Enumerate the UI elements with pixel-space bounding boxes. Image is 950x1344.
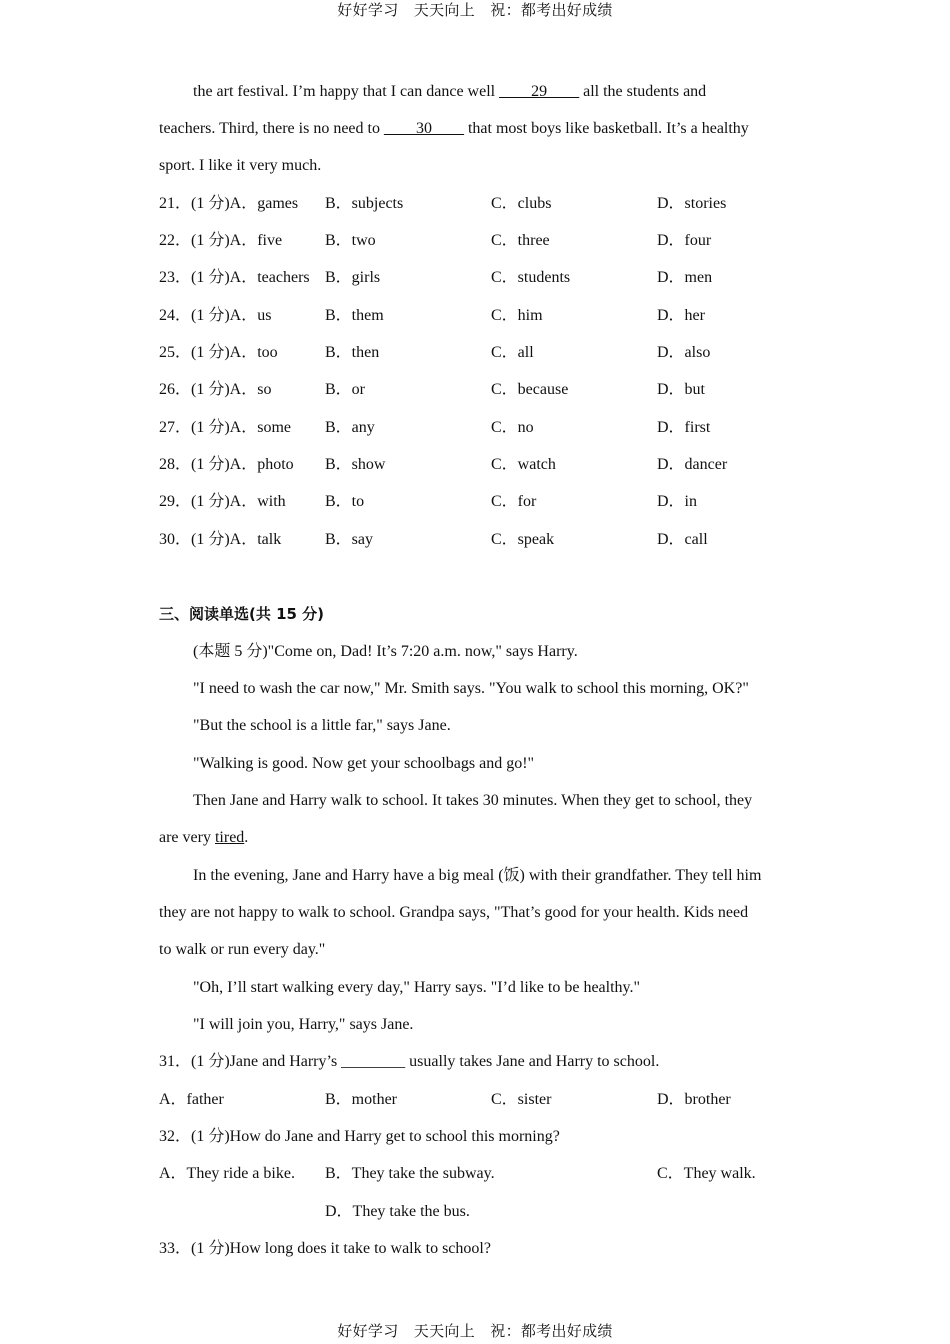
question-option-b: B．girls <box>325 269 381 286</box>
question-option-c: C．for <box>491 493 537 510</box>
question-option-d: D．dancer <box>657 456 728 473</box>
question-option-c: C．all <box>491 344 534 361</box>
reading-paragraph: are very tired. <box>159 829 249 846</box>
question-32-option-d: D．They take the bus. <box>325 1203 470 1220</box>
reading-paragraph: "I need to wash the car now," Mr. Smith says. "You walk to school this morning, OK?" <box>193 680 749 697</box>
page-header: 好好学习 天天向上 祝：都考出好成绩 <box>337 1 613 19</box>
page-footer: 好好学习 天天向上 祝：都考出好成绩 <box>337 1322 613 1340</box>
blank-30: ____30____ <box>383 120 464 137</box>
question-option-c: C．watch <box>491 456 556 473</box>
question-option-b: B．two <box>325 232 376 249</box>
reading-paragraph: In the evening, Jane and Harry have a big meal (饭) with their grandfather. They tell him <box>193 867 762 884</box>
reading-paragraph: "I will join you, Harry," says Jane. <box>193 1016 414 1033</box>
passage-line-3: sport. I like it very much. <box>159 157 322 174</box>
question-option-c: C．him <box>491 307 543 324</box>
question-option-a: 27．(1 分)A．some <box>159 419 291 436</box>
question-option-b: B．to <box>325 493 365 510</box>
question-option-a: 23．(1 分)A．teachers <box>159 269 310 286</box>
question-option-b: B．them <box>325 307 384 324</box>
question-option-d: D．call <box>657 531 708 548</box>
question-option-b: B．any <box>325 419 375 436</box>
question-option-b: B．subjects <box>325 195 404 212</box>
question-32-option-b: B．They take the subway. <box>325 1165 495 1182</box>
reading-paragraph: "But the school is a little far," says Jane. <box>193 717 451 734</box>
reading-paragraph: to walk or run every day." <box>159 941 326 958</box>
question-31-option-c: C．sister <box>491 1091 552 1108</box>
question-option-c: C．students <box>491 269 571 286</box>
question-31-option-d: D．brother <box>657 1091 731 1108</box>
question-option-c: C．because <box>491 381 569 398</box>
question-option-c: C．speak <box>491 531 555 548</box>
question-option-d: D．in <box>657 493 698 510</box>
underlined-word: tired <box>214 829 245 846</box>
question-option-a: 29．(1 分)A．with <box>159 493 286 510</box>
question-option-a: 28．(1 分)A．photo <box>159 456 294 473</box>
question-option-d: D．also <box>657 344 711 361</box>
question-option-b: B．or <box>325 381 366 398</box>
section-title: 三、阅读单选(共 15 分) <box>159 605 325 623</box>
question-option-d: D．first <box>657 419 711 436</box>
question-option-c: C．no <box>491 419 534 436</box>
question-option-c: C．clubs <box>491 195 552 212</box>
passage-line-2: teachers. Third, there is no need to ____30____ that most boys like basketball. It’s a healthy <box>159 120 749 137</box>
question-option-b: B．say <box>325 531 374 548</box>
reading-paragraph: "Walking is good. Now get your schoolbags and go!" <box>193 755 535 772</box>
question-33-stem: 33．(1 分)How long does it take to walk to school? <box>159 1240 491 1257</box>
question-option-a: 30．(1 分)A．talk <box>159 531 282 548</box>
question-option-a: 21．(1 分)A．games <box>159 195 299 212</box>
question-31-stem: 31．(1 分)Jane and Harry’s ________ usually takes Jane and Harry to school. <box>159 1053 660 1070</box>
question-31-option-b: B．mother <box>325 1091 397 1108</box>
question-option-a: 22．(1 分)A．five <box>159 232 283 249</box>
question-option-d: D．stories <box>657 195 727 212</box>
blank-29: ____29____ <box>499 83 580 100</box>
question-32-stem: 32．(1 分)How do Jane and Harry get to school this morning? <box>159 1128 560 1145</box>
question-option-a: 25．(1 分)A．too <box>159 344 278 361</box>
question-option-b: B．show <box>325 456 386 473</box>
question-option-a: 26．(1 分)A．so <box>159 381 272 398</box>
question-option-d: D．four <box>657 232 712 249</box>
passage-line-1: the art festival. I’m happy that I can dance well ____29____ all the students and <box>193 83 707 100</box>
question-option-a: 24．(1 分)A．us <box>159 307 272 324</box>
question-option-b: B．then <box>325 344 380 361</box>
question-31-option-a: A．father <box>159 1091 224 1108</box>
question-option-d: D．her <box>657 307 705 324</box>
question-32-option-c: C．They walk. <box>657 1165 756 1182</box>
reading-paragraph: they are not happy to walk to school. Grandpa says, "That’s good for your health. Kids need <box>159 904 749 921</box>
question-option-d: D．men <box>657 269 713 286</box>
reading-paragraph: Then Jane and Harry walk to school. It takes 30 minutes. When they get to school, they <box>193 792 753 809</box>
reading-paragraph: (本题 5 分)"Come on, Dad! It’s 7:20 a.m. now," says Harry. <box>193 643 578 660</box>
reading-paragraph: "Oh, I’ll start walking every day," Harry says. "I’d like to be healthy." <box>193 979 641 996</box>
question-option-c: C．three <box>491 232 550 249</box>
question-option-d: D．but <box>657 381 706 398</box>
question-32-option-a: A．They ride a bike. <box>159 1165 295 1182</box>
